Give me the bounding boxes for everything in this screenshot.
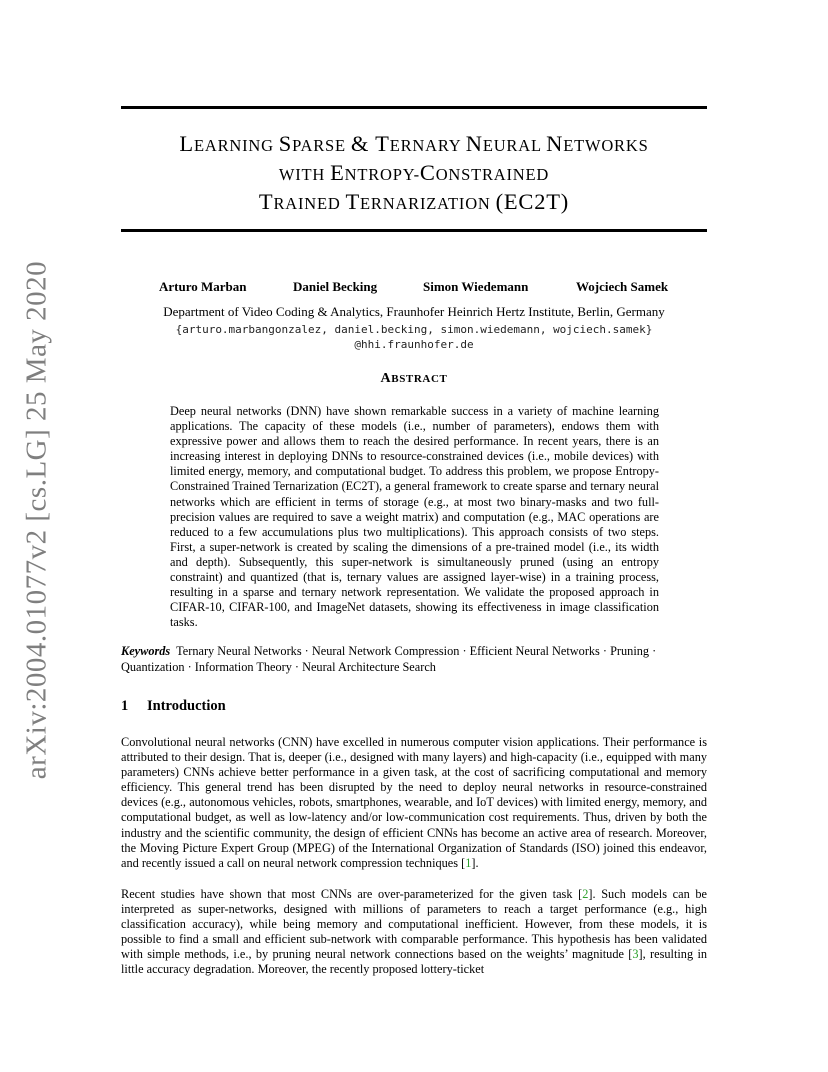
paragraph-text: Recent studies have shown that most CNNs are over-parameterized for the given task [ bbox=[121, 887, 583, 901]
abstract-heading-initial: A bbox=[380, 371, 392, 386]
title-fragment: RAINED bbox=[273, 194, 346, 213]
title-fragment: T bbox=[345, 189, 361, 214]
author-name: Wojciech Samek bbox=[576, 279, 669, 294]
title-fragment: ERNARY bbox=[389, 136, 466, 155]
arxiv-side-stamp bbox=[16, 260, 58, 780]
keywords bbox=[121, 644, 707, 675]
title-line-2 bbox=[121, 159, 707, 188]
title-fragment: ONSTRAINED bbox=[435, 165, 550, 184]
title-fragment: EURAL bbox=[482, 136, 547, 155]
title-fragment: & T bbox=[350, 131, 390, 156]
paragraph-text: ]. Such models can be interpreted as super-networks, designed with millions of parameters to reach a target performance (e.g., high classification accuracy), while being memory and computational inefficient. However, from these models, it is possible to find a small and efficient sub-network with comparable performance. This hypothesis has been validated with simple methods, i.e., by pruning neural network connections based on the weights’ magnitude [ bbox=[121, 887, 707, 962]
title-fragment: EARNING bbox=[193, 136, 279, 155]
citation-link[interactable]: 3 bbox=[632, 947, 639, 962]
title-fragment: T bbox=[258, 189, 274, 214]
title-fragment: NTROPY- bbox=[344, 165, 420, 184]
section-title: Introduction bbox=[147, 698, 226, 714]
author-name: Simon Wiedemann bbox=[423, 279, 529, 294]
author-name: Arturo Marban bbox=[159, 279, 247, 294]
title-fragment: S bbox=[278, 131, 293, 156]
abstract-text: Deep neural networks (DNN) have shown remarkable success in a variety of machine learning applications. The capacity of these models (i.e., number of parameters), endows them with expressive power and allows them to reach the desired performance. In recent years, there is an increasing interest in deploying DNNs to resource-constrained devices (i.e., mobile devices) with limited energy, memory, and computational budget. To address this problem, we propose Entropy-Constrained Trained Ternarization (EC2T), a general framework to create sparse and ternary neural networks which are efficient in terms of storage (e.g., at most two binary-masks and two full-precision values are required to save a weight matrix) and computation (e.g., MAC operations are reduced to a few accumulations plus two multiplications). This approach consists of two steps. First, a super-network is created by scaling the dimensions of a pre-trained model (i.e., its width and depth). Subsequently, this super-network is simultaneously pruned (using an entropy constraint) and quantized (that is, ternary values are assigned layer-wise) in a training process, resulting in a sparse and ternary network representation. We validate the proposed approach in CIFAR-10, CIFAR-100, and ImageNet datasets, showing its effectiveness in image classification tasks. bbox=[170, 404, 659, 630]
title-fragment: N bbox=[465, 131, 483, 156]
intro-paragraph-1 bbox=[121, 735, 707, 871]
emails-line-2: @hhi.fraunhofer.de bbox=[354, 338, 474, 351]
emails-line-1: {arturo.marbangonzalez, daniel.becking, simon.wiedemann, wojciech.samek} bbox=[175, 323, 653, 336]
author-name: Daniel Becking bbox=[293, 279, 378, 294]
author-list bbox=[121, 279, 707, 297]
title-fragment: ERNARIZATION bbox=[360, 194, 496, 213]
title-fragment: C bbox=[419, 160, 436, 185]
title-fragment: E bbox=[330, 160, 345, 185]
keywords-list: Ternary Neural Networks · Neural Network Compression · Efficient Neural Networks · Pruning · Quantization · Information Theory · Neural Architecture Search bbox=[121, 644, 657, 674]
author-emails bbox=[121, 322, 707, 352]
paragraph-text: ], resulting in little accuracy degradation. Moreover, the recently proposed lottery-ticket bbox=[121, 947, 708, 977]
paper-title bbox=[121, 130, 707, 217]
title-fragment: N bbox=[546, 131, 564, 156]
arxiv-identifier: arXiv:2004.01077v2 [cs.LG] 25 May 2020 bbox=[20, 260, 53, 780]
title-fragment: PARSE bbox=[292, 136, 351, 155]
intro-paragraph-2 bbox=[121, 887, 707, 978]
keywords-label: Keywords bbox=[121, 644, 171, 658]
section-number: 1 bbox=[121, 698, 129, 714]
paragraph-text: ]. bbox=[471, 855, 479, 870]
title-rule-top bbox=[121, 106, 707, 109]
section-heading bbox=[121, 698, 226, 715]
abstract-heading-rest: BSTRACT bbox=[391, 373, 448, 385]
affiliation: Department of Video Coding & Analytics, Fraunhofer Heinrich Hertz Institute, Berlin, Germany bbox=[163, 304, 665, 319]
title-fragment: ETWORKS bbox=[563, 136, 649, 155]
title-line-3 bbox=[121, 188, 707, 217]
title-fragment: L bbox=[179, 131, 194, 156]
title-fragment: WITH bbox=[278, 165, 331, 184]
title-line-1 bbox=[121, 130, 707, 159]
title-fragment: (EC2T) bbox=[495, 189, 570, 214]
citation-link[interactable]: 2 bbox=[582, 887, 589, 901]
citation-link[interactable]: 1 bbox=[465, 855, 472, 870]
paragraph-text: Convolutional neural networks (CNN) have excelled in numerous computer vision applications. Their performance is attributed to their design. That is, deeper (i.e., designed with many layers) and high-capacity (i.e., equipped with many parameters) CNNs achieve better performance in a given task, at the cost of sacrificing computational and memory efficiency. This general trend has been disrupted by the need to deploy neural networks in resource-constrained devices (e.g., autonomous vehicles, robots, smartphones, wearable, and IoT devices) with limited energy, memory, and computational budget, as well as low-latency and/or low-communication cost requirements. Thus, driven by both the industry and the scientific community, the design of efficient CNNs has become an active area of research. Moreover, the Moving Picture Expert Group (MPEG) of the International Organization of Standards (ISO) joined this endeavor, and recently issued a call on neural network compression techniques [ bbox=[121, 735, 707, 870]
title-rule-bottom bbox=[121, 229, 707, 232]
abstract-heading bbox=[121, 371, 707, 387]
